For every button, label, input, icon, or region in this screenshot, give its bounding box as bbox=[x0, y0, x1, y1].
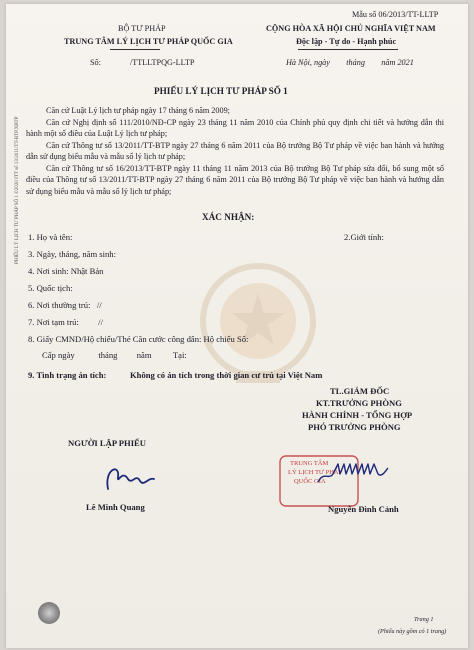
director-line-1: TL.GIÁM ĐỐC bbox=[330, 386, 390, 396]
preparer-label: NGƯỜI LẬP PHIẾU bbox=[68, 438, 146, 448]
page-count-note: (Phiếu này gồm có 1 trang) bbox=[378, 628, 447, 635]
field-full-name: 1. Họ và tên: bbox=[28, 232, 73, 242]
legal-basis-2-text: Căn cứ Nghị định số 111/2010/NĐ-CP ngày 23 tháng 11 năm 2010 của Chính phủ quy định chi tiết và hướng dẫn thi hành một số điều của Luật Lý lịch tư pháp; bbox=[26, 118, 444, 139]
header-rule-left bbox=[110, 49, 160, 50]
header-rule-right bbox=[298, 49, 398, 50]
stamp-line-2: LÝ LỊCH TƯ PHÁP bbox=[288, 469, 343, 476]
doc-number-prefix: Số: bbox=[90, 58, 101, 67]
field-temporary-residence: 7. Nơi tạm trú: // bbox=[28, 317, 103, 327]
legal-basis-4-text: Căn cứ Thông tư số 16/2013/TT-BTP ngày 11 tháng 11 năm 2013 của Bộ trưởng Bộ Tư pháp sửa đổi, bổ sung một số điều của Thông tư số 13/2011/TT-BTP ngày 27 tháng 6 năm 2011 của Bộ trưởng Bộ Tư pháp về việc ban hành và hướng dẫn sử dụng biểu mẫu và mẫu sổ lý lịch tư pháp; bbox=[26, 164, 444, 196]
stamp-line-1: TRUNG TÂM bbox=[290, 460, 329, 467]
director-line-3: HÀNH CHÍNH - TỔNG HỢP bbox=[302, 410, 413, 420]
director-signature bbox=[312, 452, 392, 492]
field-criminal-record-label: 9. Tình trạng án tích: bbox=[28, 370, 107, 380]
field-issue-info: Cấp ngày tháng năm Tại: bbox=[42, 350, 187, 360]
legal-basis-1-text: Căn cứ Luật Lý lịch tư pháp ngày 17 tháng 6 năm 2009; bbox=[46, 106, 230, 115]
page-number: Trang 1 bbox=[414, 616, 434, 623]
document-title: PHIẾU LÝ LỊCH TƯ PHÁP SỐ 1 bbox=[154, 86, 288, 96]
legal-basis-3 bbox=[26, 140, 444, 163]
national-motto: Độc lập - Tự do - Hạnh phúc bbox=[296, 37, 397, 46]
field-permanent-residence: 6. Nơi thường trú: // bbox=[28, 300, 102, 310]
field-birth-place: 4. Nơi sinh: Nhật Bản bbox=[28, 266, 104, 276]
stamp-line-3: QUỐC GIA bbox=[294, 478, 326, 485]
preparer-name: Lê Minh Quang bbox=[86, 502, 145, 512]
ministry-name: BỘ TƯ PHÁP bbox=[118, 24, 166, 33]
form-code: Mẫu số 06/2013/TT-LLTP bbox=[352, 10, 439, 19]
preparer-signature bbox=[100, 459, 160, 499]
director-line-2: KT.TRƯỞNG PHÒNG bbox=[316, 398, 402, 408]
director-line-4: PHÓ TRƯỞNG PHÒNG bbox=[308, 422, 401, 432]
confirm-heading: XÁC NHẬN: bbox=[202, 212, 255, 222]
security-hologram-icon bbox=[38, 602, 60, 624]
side-print-note: PHIẾU LÝ LỊCH TƯ PHÁP SỐ 1 ©2020 ITT số 13/2011/TT-BTP.XBTP bbox=[15, 116, 20, 264]
legal-basis-1 bbox=[26, 105, 444, 116]
field-gender: 2.Giới tính: bbox=[344, 232, 384, 242]
field-id-document: 8. Giấy CMND/Hộ chiếu/Thẻ Căn cước công dân: Hộ chiếu Số: bbox=[28, 334, 249, 344]
country-name: CỘNG HÒA XÃ HỘI CHỦ NGHĨA VIỆT NAM bbox=[266, 24, 436, 33]
field-nationality: 5. Quốc tịch: bbox=[28, 283, 73, 293]
field-criminal-record-value: Không có án tích trong thời gian cư trú tại Việt Nam bbox=[130, 370, 323, 380]
doc-number: /TTLLTPQG-LLTP bbox=[130, 58, 195, 67]
director-name: Nguyễn Đình Cảnh bbox=[328, 504, 399, 514]
legal-basis-4 bbox=[26, 163, 444, 197]
issue-date: Hà Nội, ngày tháng năm 2021 bbox=[286, 58, 414, 67]
legal-basis-3-text: Căn cứ Thông tư số 13/2011/TT-BTP ngày 27 tháng 6 năm 2011 của Bộ trưởng Bộ Tư pháp về việc ban hành và hướng dẫn sử dụng biểu mẫu và mẫu sổ lý lịch tư pháp; bbox=[26, 141, 444, 162]
center-name: TRUNG TÂM LÝ LỊCH TƯ PHÁP QUỐC GIA bbox=[64, 37, 233, 46]
document-page bbox=[6, 4, 468, 648]
legal-basis-2 bbox=[26, 117, 444, 140]
field-birth-date: 3. Ngày, tháng, năm sinh: bbox=[28, 249, 116, 259]
